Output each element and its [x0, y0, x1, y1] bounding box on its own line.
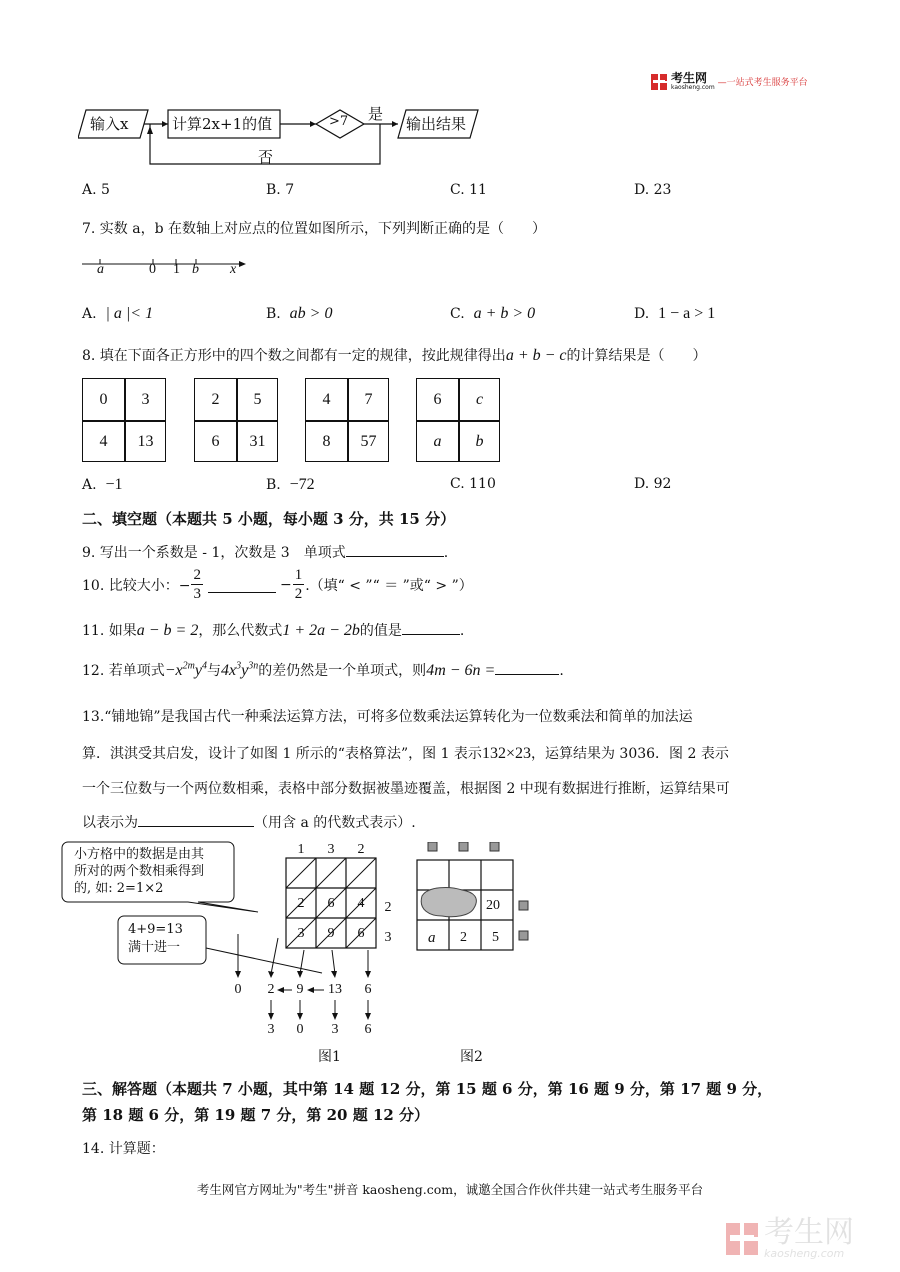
fig1-cell: 4 [357, 896, 365, 911]
logo-domain: kaosheng.com [671, 84, 715, 91]
q12-term2 [221, 662, 258, 679]
fig1-top-3: 2 [357, 842, 365, 857]
q7-stem: 7. 实数 a，b 在数轴上对应点的位置如图所示，下列判断正确的是（ ） [82, 221, 547, 237]
cell: 57 [360, 432, 377, 450]
fig1-result: 3 [267, 1022, 275, 1037]
q11-pre: 11. 如果 [82, 623, 137, 639]
cell: b [475, 432, 484, 450]
callout-line: 所对的两个数相乘得到 [74, 864, 205, 879]
fig2-cell-5: 5 [492, 930, 499, 945]
callout-line: 小方格中的数据是由其 [74, 847, 205, 862]
watermark-text: 考生网 [764, 1215, 854, 1250]
q8-stem-post: 的计算结果是（ ） [566, 348, 707, 364]
fig2-cell-20: 20 [486, 898, 500, 913]
fig1-sum: 13 [328, 982, 342, 997]
q7-option-d [634, 305, 715, 323]
flow-input-label: 输入x [90, 115, 129, 133]
q11-post: 的值是 [359, 623, 402, 639]
q10-answer-blank[interactable] [208, 578, 276, 593]
footer-text: 考生网官方网址为"考生"拼音 kaosheng.com，诚邀全国合作伙伴共建一站式考生服务平台 [196, 1182, 704, 1197]
q9-answer-blank[interactable] [346, 542, 444, 557]
fig1-cell: 2 [297, 896, 305, 911]
flow-no-label: 否 [258, 148, 274, 166]
q6-option-b: B. 7 [266, 182, 295, 198]
term: 4x [220, 662, 237, 679]
q7-option-a [82, 305, 153, 323]
axis-label-a: a [97, 262, 104, 277]
q8-option-b [266, 476, 315, 494]
option-value: −1 [105, 476, 123, 493]
numerator: 1 [294, 567, 303, 583]
q11-mid: ，那么代数式 [198, 623, 283, 639]
fig2-cell-2: 2 [460, 930, 467, 945]
q13-line-1: 13.“铺地锦”是我国古代一种乘法运算方法，可将多位数乘法运算转化为一位数乘法和简单的加法运 [82, 709, 693, 725]
q8-stem-expr: a + b − c [505, 347, 567, 364]
q10-mid: − [279, 577, 292, 593]
watermark-logo-icon [724, 1220, 760, 1258]
option-letter: C. [450, 306, 465, 322]
fig1-result: 0 [296, 1022, 304, 1037]
q8-stem [82, 345, 707, 365]
q13-answer-blank[interactable] [138, 812, 254, 827]
fig1-cell: 6 [357, 926, 365, 941]
q12-expr: 4m − 6n = [426, 662, 496, 679]
q11-cond: a − b = 2 [136, 622, 199, 639]
q6-option-c: C. 11 [450, 182, 487, 198]
q8-stem-pre: 8. 填在下面各正方形中的四个数之间都有一定的规律，按此规律得出 [82, 348, 506, 364]
term: y [194, 662, 202, 679]
fig1-sum: 6 [364, 982, 372, 997]
kaosheng-logo-icon [650, 73, 668, 91]
q8-square-1 [82, 378, 166, 462]
q7-option-c [450, 305, 535, 323]
q13-line-4 [82, 812, 416, 832]
option-value: −72 [289, 476, 315, 493]
q13-line2-expr: 132×23 [481, 745, 531, 762]
q8-square-2 [194, 378, 278, 462]
option-value: 92 [653, 476, 672, 492]
q6-option-d: D. 23 [634, 182, 672, 198]
option-letter: D. [634, 306, 650, 322]
q12-mid: 与 [206, 663, 221, 679]
fig1-right-1: 2 [384, 900, 392, 915]
q11-answer-blank[interactable] [402, 620, 460, 635]
ink-blot [421, 888, 476, 917]
axis-label-0: 0 [149, 262, 156, 277]
q6-option-a: A. 5 [82, 182, 110, 198]
q12 [82, 660, 564, 680]
flow-yes-label: 是 [368, 105, 384, 123]
q10-post: .（填“ < ”“ ＝ ”或“ > ”） [305, 578, 473, 594]
flow-condition-label: >7 [329, 114, 349, 129]
option-value: 110 [469, 476, 496, 492]
watermark [724, 1215, 854, 1260]
q12-answer-blank[interactable] [495, 660, 559, 675]
fig1-sum: 2 [267, 982, 275, 997]
q12-pre: 12. 若单项式 [82, 663, 165, 679]
cell: 8 [322, 432, 331, 450]
fig1-top-2: 3 [327, 842, 335, 857]
fig1-cell: 9 [327, 926, 335, 941]
cell: 0 [99, 390, 108, 408]
cell: 7 [364, 390, 373, 408]
q13-line2-pre: 算．淇淇受其启发，设计了如图 1 所示的“表格算法”，图 1 表示 [82, 746, 482, 762]
q7-number-line [82, 258, 252, 288]
q14: 14. 计算题： [82, 1141, 165, 1157]
fig1-right-2: 3 [384, 930, 392, 945]
q10-fraction-1 [191, 568, 203, 602]
q11-end: . [459, 623, 465, 639]
q12-term1 [165, 662, 207, 679]
logo-slogan: —一站式考生服务平台 [717, 78, 808, 88]
flow-compute-label: 计算2x+1的值 [172, 115, 273, 133]
fig1-caption: 图1 [318, 1049, 341, 1065]
cell: 4 [322, 390, 331, 408]
watermark-domain: kaosheng.com [764, 1247, 845, 1260]
option-expr: ab > 0 [289, 305, 333, 322]
fig2-cell-a: a [428, 930, 436, 946]
fig1-sum: 9 [296, 982, 304, 997]
callout-line: 4+9=13 [128, 922, 183, 937]
term: y [241, 662, 249, 679]
q13-line-3: 一个三位数与一个两位数相乘，表格中部分数据被墨迹覆盖，根据图 2 中现有数据进行推断，运算结果可 [82, 781, 730, 797]
cell: 13 [137, 432, 154, 450]
q8-square-3 [305, 378, 389, 462]
axis-label-x: x [230, 262, 237, 277]
q8-square-4 [416, 378, 500, 462]
section3-title-line-1: 三、解答题（本题共 7 小题，其中第 14 题 12 分，第 15 题 6 分，第 16 题 9 分，第 17 题 9 分， [82, 1080, 773, 1098]
fig2-caption: 图2 [460, 1049, 483, 1065]
q7-option-b [266, 305, 332, 323]
fig1-callout-1 [74, 846, 204, 897]
q10 [82, 568, 473, 602]
option-letter: B. [266, 306, 281, 322]
section2-title: 二、填空题（本题共 5 小题，每小题 3 分，共 15 分） [82, 510, 456, 528]
q13-line2-post: ，运算结果为 3036．图 2 表示 [530, 746, 729, 762]
fig1-top-1: 1 [297, 842, 305, 857]
fig1-sum: 0 [234, 982, 242, 997]
q9 [82, 542, 448, 562]
q13-line4-post: （用含 a 的代数式表示）. [254, 815, 416, 831]
fig1-cell: 6 [327, 896, 335, 911]
slogan-text: 一站式考生服务平台 [726, 78, 808, 88]
numerator: 2 [193, 567, 201, 583]
fig1-cell: 3 [297, 926, 305, 941]
option-letter: D. [634, 476, 650, 492]
cell: 3 [141, 390, 150, 408]
exponent: 3n [248, 660, 259, 672]
option-letter: B. [266, 477, 281, 493]
q10-pre: 10. 比较大小：− [82, 578, 191, 594]
q9-text: 9. 写出一个系数是 - 1，次数是 3 单项式 [82, 545, 346, 561]
denominator: 3 [193, 586, 201, 602]
q13-line-2 [82, 743, 729, 763]
option-expr: 1 − a > 1 [658, 305, 716, 322]
exponent: 3 [236, 660, 242, 672]
exponent: 2m [182, 660, 195, 672]
q12-end: . [559, 663, 564, 679]
q10-fraction-2 [293, 568, 305, 602]
denominator: 2 [294, 586, 303, 602]
option-expr: | a |< 1 [105, 305, 154, 322]
cell: 4 [99, 432, 108, 450]
cell: 31 [249, 432, 266, 450]
cell: 6 [211, 432, 220, 450]
q12-post: 的差仍然是一个单项式，则 [258, 663, 427, 679]
q11 [82, 620, 464, 640]
fig1-callout-2 [128, 921, 183, 957]
callout-line: 的, 如: 2=1×2 [74, 881, 164, 896]
cell: 6 [433, 390, 442, 408]
exponent: 4 [201, 660, 207, 672]
option-expr: a + b > 0 [473, 305, 536, 322]
q9-end: . [443, 545, 449, 561]
logo-text: 考生网 [671, 71, 708, 85]
option-letter: C. [450, 476, 465, 492]
axis-label-1: 1 [173, 262, 180, 277]
q13-line4-pre: 以表示为 [82, 815, 138, 831]
q8-option-c [450, 476, 496, 492]
fig1-result: 6 [364, 1022, 372, 1037]
callout-line: 满十进一 [128, 940, 181, 955]
cell: c [475, 390, 484, 408]
option-letter: A. [82, 477, 97, 493]
cell: 2 [211, 390, 220, 408]
section3-title-line-2: 第 18 题 6 分，第 19 题 7 分，第 20 题 12 分） [82, 1106, 430, 1124]
term: −x [164, 662, 183, 679]
q8-option-d [634, 476, 671, 492]
option-letter: A. [82, 306, 97, 322]
fig1-result: 3 [331, 1022, 339, 1037]
q11-expr: 1 + 2a − 2b [282, 622, 360, 639]
cell: a [433, 432, 442, 450]
q8-option-a [82, 476, 123, 494]
cell: 5 [253, 390, 262, 408]
axis-label-b: b [192, 262, 199, 277]
flow-output-label: 输出结果 [406, 115, 467, 133]
header-logo [650, 72, 808, 91]
